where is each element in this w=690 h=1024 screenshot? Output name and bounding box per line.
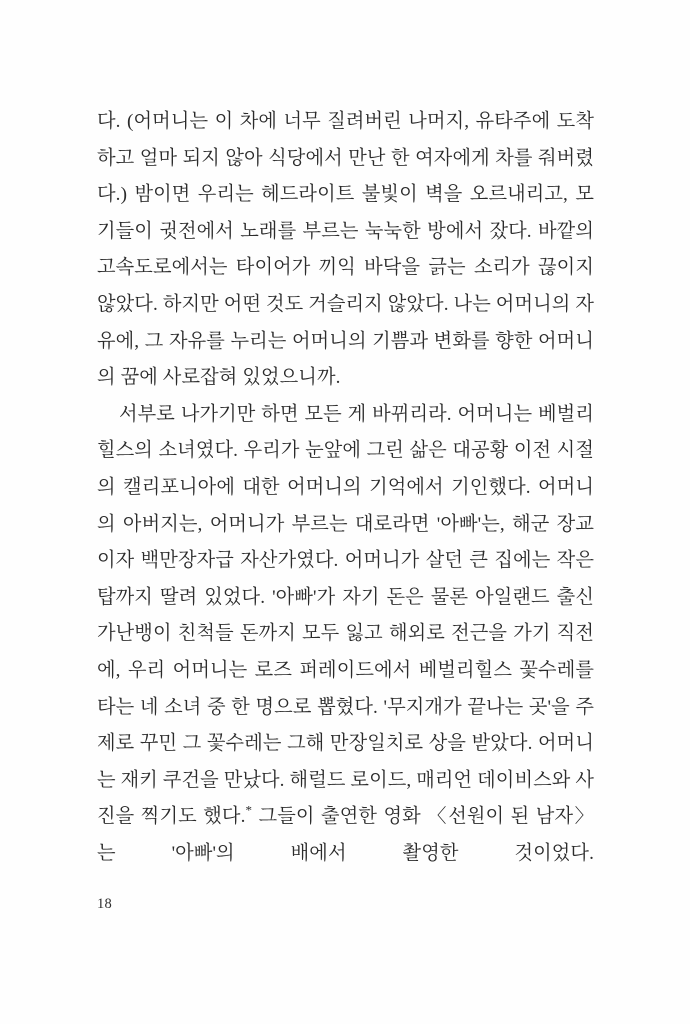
paragraph-2-text-after-footnote: 그들이 출연한 영화 〈선원이 된 남자〉는 '아빠'의 배에서 촬영한 것이었다. bbox=[97, 806, 594, 864]
body-paragraph-2 bbox=[97, 397, 594, 909]
page-text-block bbox=[97, 104, 594, 909]
body-paragraph-1: 다. (어머니는 이 차에 너무 질려버린 나머지, 유타주에 도착하고 얼마 되지 않아 식당에서 만난 한 여자에게 차를 줘버렸다.) 밤이면 우리는 헤드라이트 불빛이 벽을 오르내리고, 모기들이 귓전에서 노래를 부르는 눅눅한 방에서 잤다. 바깥의 고속도로에서는 타이어가 끼익 바닥을 긁는 소리가 끊이지 않았다. 하지만 어떤 것도 거슬리지 않았다. 나는 어머니의 자유에, 그 자유를 누리는 어머니의 기쁨과 변화를 향한 어머니의 꿈에 사로잡혀 있었으니까. bbox=[97, 111, 594, 389]
paragraph-2-text-before-footnote: 서부로 나가기만 하면 모든 게 바뀌리라. 어머니는 베벌리힐스의 소녀였다. 우리가 눈앞에 그린 삶은 대공황 이전 시절의 캘리포니아에 대한 어머니의 기억에서 기인했다. 어머니의 아버지는, 어머니가 부르는 대로라면 '아빠'는, 해군 장교이자 백만장자급 자산가였다. 어머니가 살던 큰 집에는 작은 탑까지 딸려 있었다. '아빠'가 자기 돈은 물론 아일랜드 출신 가난뱅이 친척들 돈까지 모두 잃고 해외로 전근을 가기 직전에, 우리 어머니는 로즈 퍼레이드에서 베벌리힐스 꽃수레를 타는 네 소녀 중 한 명으로 뽑혔다. '무지개가 끝나는 곳'을 주제로 꾸민 그 꽃수레는 그해 만장일치로 상을 받았다. 어머니는 재키 쿠건을 만났다. 해럴드 로이드, 매리언 데이비스와 사진을 찍기도 했다. bbox=[97, 403, 594, 828]
footnote-marker: * bbox=[245, 802, 253, 818]
page-number: 18 bbox=[97, 896, 113, 912]
